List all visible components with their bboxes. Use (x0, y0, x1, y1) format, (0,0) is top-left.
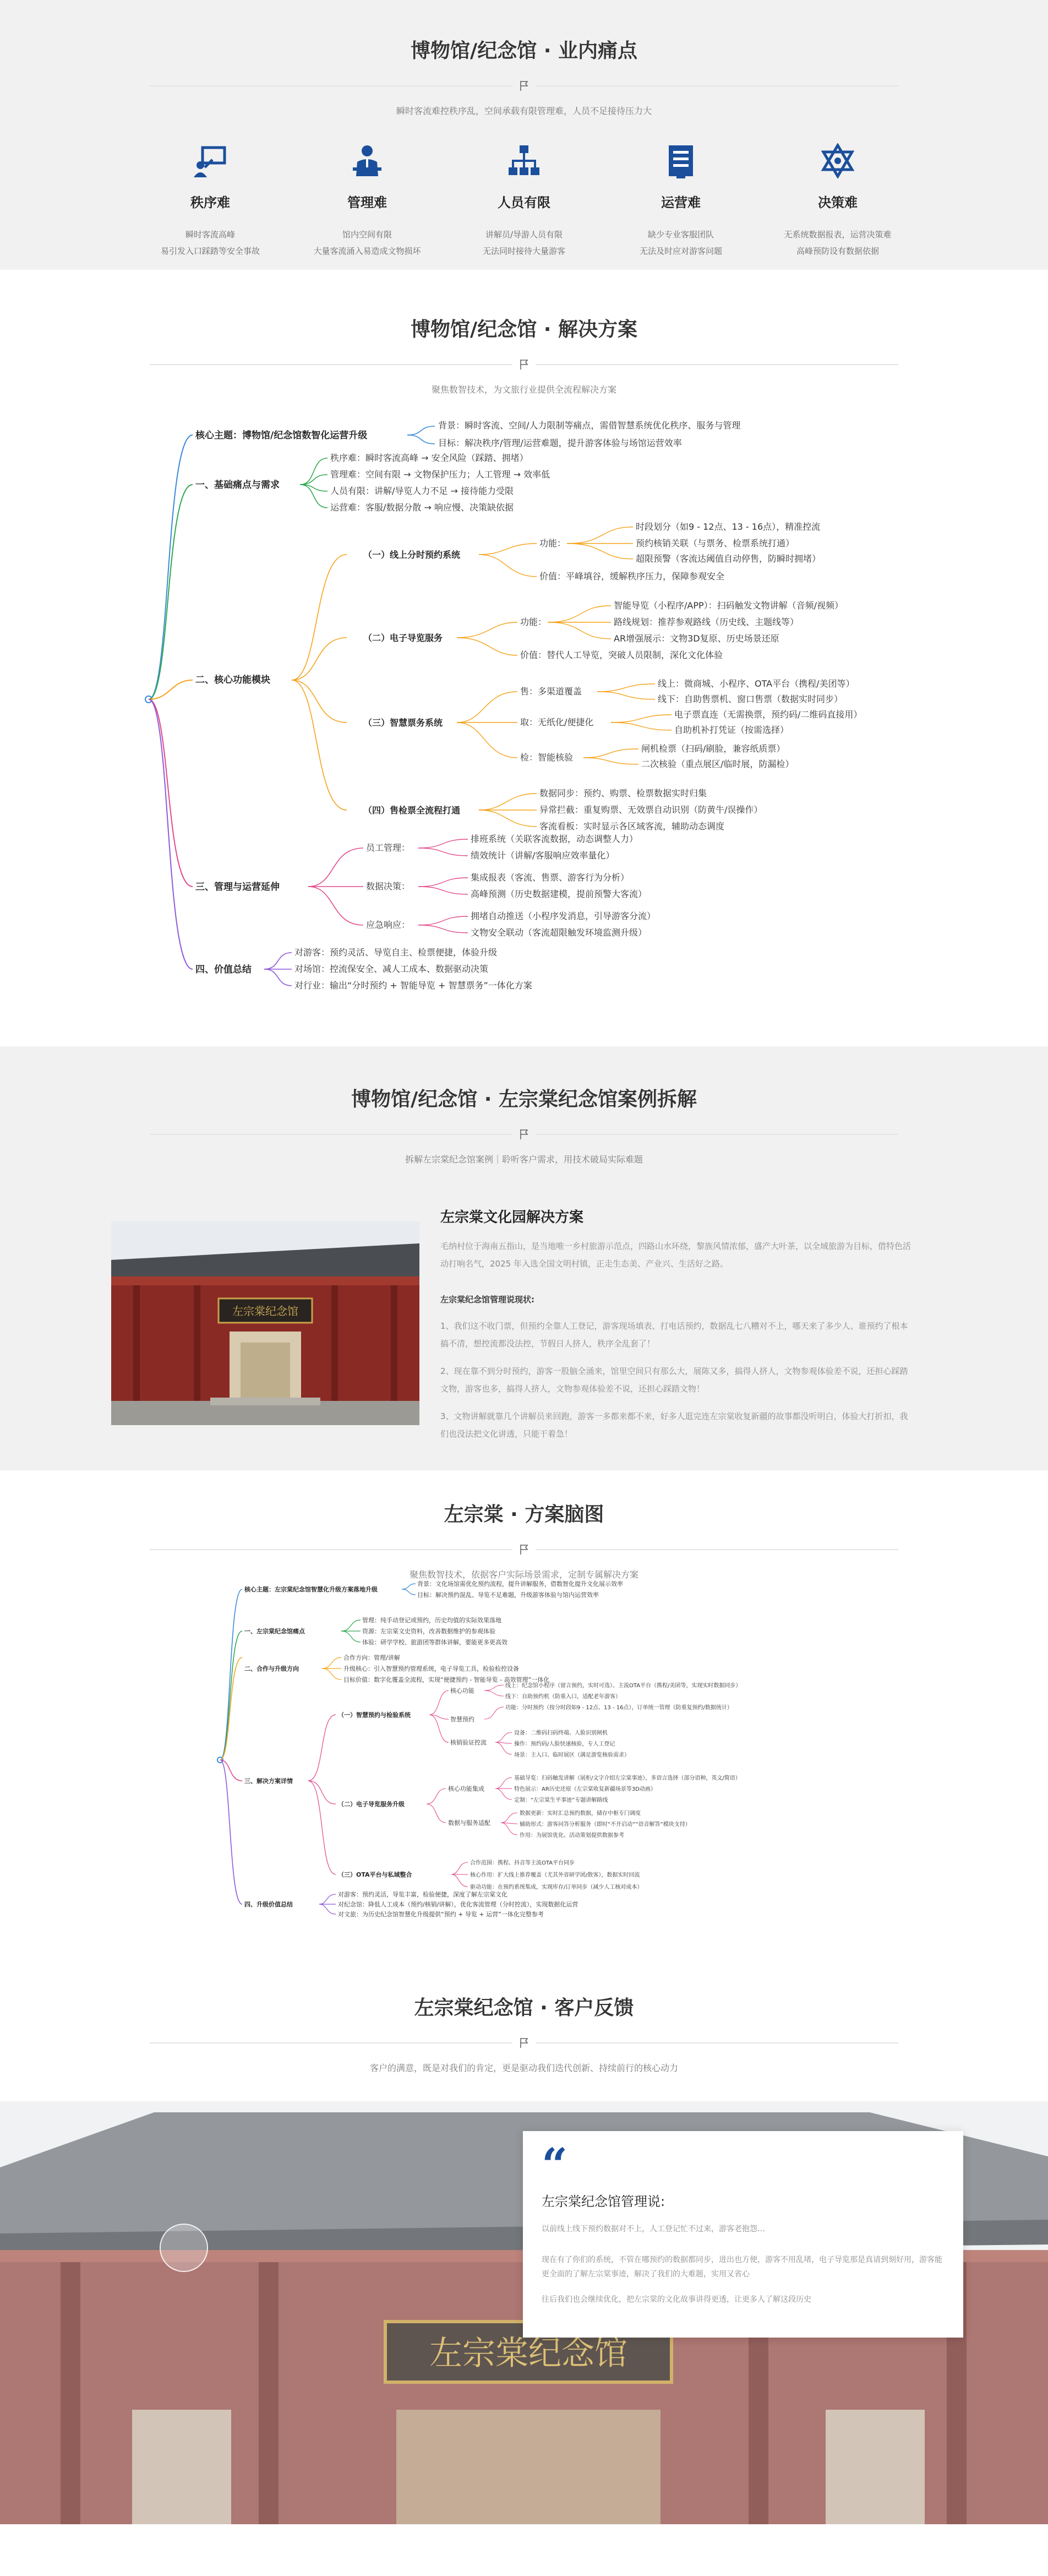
mind-node: 智慧预约 (450, 1716, 474, 1723)
mind-node: 电子票直连（无需换票，预约码/二维码直接用） (674, 709, 863, 720)
mind-node-branch-4: 四、升级价值总结 (244, 1901, 293, 1908)
pain-point-list (139, 141, 909, 259)
mind-node: 预约核销关联（与票务、检票系统打通） (636, 538, 795, 548)
mind-node: 核心功能 (450, 1687, 474, 1694)
mind-node: 核心功能集成 (448, 1785, 484, 1792)
mind-node: 售：多渠道覆盖 (520, 686, 582, 697)
mind-node: 基础导览：扫码触发讲解（展柜/文字介绍左宗棠事迹），多语言选择（部分语种，英文/简语） (514, 1775, 741, 1781)
case-issue-2: 2、现在靠不到分时预约，游客一股脑全涌来，馆里空间只有那么大，展陈又多，搞得人挤人，文物参观体验差不说，还担心踩踏文物，游客也多，搞得人挤人，文物参观体验差不说，还担心踩踏文物！ (440, 1366, 908, 1394)
mind-node: 升级核心：引入智慧预约管理系统，电子导览工具，检验检控设备 (343, 1665, 519, 1672)
case-status-heading: 左宗棠纪念馆管理说现状: (440, 1295, 534, 1305)
mind-node: 排班系统（关联客流数据，动态调整人力） (471, 834, 638, 844)
checklist-icon (661, 141, 701, 181)
flag-icon (512, 2037, 536, 2051)
mind-node: 目标：解决秩序/管理/运营难题，提升游客体验与场馆运营效率 (438, 438, 682, 448)
pain-point-desc: 无系统数据报表，运营决策难 高峰预防设有数据依据 (784, 230, 892, 256)
case-section (0, 1046, 1048, 1470)
section-divider (150, 1128, 898, 1140)
mind-node-branch-4: 四、价值总结 (195, 964, 252, 975)
section-subtitle: 聚焦数智技术，依据客户实际场景需求，定制专属解决方案 (409, 1569, 638, 1580)
solution-mind-map (0, 270, 1048, 1046)
section-title: 博物馆/纪念馆 · 解决方案 (411, 318, 637, 341)
mind-node: 线下：自助售票机、窗口售票（数据实时同步） (658, 694, 843, 704)
mind-node: 检：智能核验 (520, 752, 574, 763)
pain-point-label: 决策难 (818, 195, 858, 210)
mind-node: 作用：为展馆优化、活动策划提供数据参考 (520, 1833, 624, 1839)
mind-node: 人员有限：讲解/导览人力不足 → 接待能力受限 (330, 486, 514, 496)
mind-node: 合作方向：管理/讲解 (343, 1654, 400, 1661)
pain-point-label: 运营难 (661, 195, 701, 210)
case-description (440, 1206, 914, 1443)
crowd-icon (190, 141, 230, 181)
case-issue-1: 1、我们这不收门票，但预约全靠人工登记，游客现场填表、打电话预约，数据乱七八糟对不上，哪天来了多少人、谁预约了根本搞不清，想控流都没法控，节假日人挤人，秩序全乱套了！ (440, 1321, 908, 1349)
mind-node: 对场馆：控流保安全、减人工成本、数据驱动决策 (294, 964, 489, 974)
mind-node: 设备：二维码扫码终端、人脸识别闸机 (514, 1730, 608, 1736)
feedback-paragraph: 现在有了你们的系统，不管在哪预约的数据都同步，进出也方便，游客不用乱堵，电子导览那是真请到刻好用，游客能更全面的了解左宗棠事迹，解决了我们的大难题，实用又省心 (542, 2256, 942, 2279)
mind-node: 取：无纸化/便捷化 (520, 717, 594, 727)
section-title: 博物馆/纪念馆 · 左宗棠纪念馆案例拆解 (351, 1088, 697, 1111)
mind-node: 场景：主入口、临时展区（满足游览核验需求） (514, 1752, 630, 1758)
mind-node: 秩序难：瞬时客流高峰 → 安全风险（踩踏、拥堵） (330, 453, 528, 463)
mind-node-module-4: （四）售检票全流程打通 (363, 805, 461, 816)
section-title: 左宗棠 · 方案脑图 (444, 1503, 604, 1526)
mind-node: 管理：纯手动登记或预约，历史均值的实际效果落地 (362, 1617, 501, 1624)
feedback-paragraph: 往后我们也会继续优化，把左宗棠的文化故事讲得更透，让更多人了解这段历史 (542, 2295, 811, 2304)
pain-point-decision (766, 141, 909, 259)
pain-point-desc: 瞬时客流高峰 易引发入口踩踏等安全事故 (160, 230, 260, 256)
mind-node: 核心作用：扩大线上推荐覆盖（尤其外省研学团/散客），数据实时回流 (470, 1872, 640, 1878)
mind-node: 线下：自助预约机（防重入口，适配老年游客） (505, 1694, 621, 1700)
mind-node: 资源：左宗棠文史资料，改善数据维护的参观体验 (362, 1628, 495, 1635)
pain-point-management (296, 141, 439, 259)
org-chart-icon (504, 141, 544, 181)
solution-section (0, 270, 1048, 1046)
mind-node: 客流看板：实时显示各区域客流，辅助动态调度 (539, 821, 725, 832)
star-of-david-icon (818, 141, 858, 181)
section-subtitle: 拆解左宗棠纪念馆案例｜聆听客户需求，用技术破局实际难题 (405, 1154, 643, 1165)
mind-node: 线上：纪念馆小程序（留言预约，实时可选）、主流OTA平台（携程/美团等，实现实时数据同步） (505, 1683, 741, 1689)
case-intro: 毛纳村位于海南五指山，是当地唯一乡村旅游示范点，四路山水环绕，黎族风情浓郁，盛产大叶茶，以全域旅游为目标，借特色活动打响名气，2025 年入选全国文明村镇，正走生态美、产业兴、生活好之路。 (440, 1241, 911, 1269)
pain-point-desc: 讲解员/导游人员有限 无法同时接待大量游客 (482, 230, 565, 256)
section-title: 博物馆/纪念馆 · 业内痛点 (411, 40, 637, 62)
mind-node-module-1: （一）智慧预约与检验系统 (338, 1711, 411, 1719)
mind-node: 驱动功能：在预约系统集成，实现库存/订单同步（减少人工核对成本） (470, 1884, 643, 1890)
mind-node: 目标：解决预约混乱、导览不足难题，升级游客体验与馆内运营效率 (417, 1591, 599, 1599)
hall-plaque: 左宗棠纪念馆 (232, 1305, 298, 1318)
feedback-paragraph: 以前线上线下预约数据对不上，人工登记忙不过来，游客老抱怨… (542, 2225, 765, 2233)
mind-node-branch-3: 三、解决方案详情 (244, 1778, 293, 1785)
section-subtitle: 瞬时客流难控秩序乱，空间承载有限管理难，人员不足接待压力大 (396, 106, 652, 116)
mind-node-module-1: （一）线上分时预约系统 (363, 550, 461, 560)
mind-node: 线上：微商城、小程序、OTA平台（携程/美团等） (658, 678, 855, 689)
quote-icon: “ (542, 2139, 568, 2192)
mind-node: 价值：替代人工导览，突破人员限制，深化文化体验 (520, 650, 723, 660)
mind-node: 操作：预约码/人脸快速核验，专人工登记 (514, 1741, 615, 1747)
mind-node: 数据同步：预约、购票、检票数据实时归集 (539, 788, 707, 798)
feedback-card (523, 2131, 963, 2338)
manager-icon (347, 141, 387, 181)
mind-node: 对游客：预约灵活，导览丰富，检验便捷，深度了解左宗棠文化 (338, 1891, 507, 1898)
section-subtitle: 客户的满意，既是对我们的肯定，更是驱动我们迭代创新、持续前行的核心动力 (369, 2063, 678, 2073)
mind-node: 自助机补打凭证（按需选择） (674, 725, 789, 735)
flag-icon (512, 1128, 536, 1143)
pain-point-desc: 缺少专业客服团队 无法及时应对游客问题 (639, 230, 722, 256)
mind-node: 背景：瞬时客流、空间/人力限制等痛点，需借智慧系统优化秩序、服务与管理 (438, 420, 741, 431)
feedback-section (0, 1960, 1048, 2524)
mind-node: 对游客：预约灵活、导览自主、检票便捷，体验升级 (294, 947, 498, 958)
mind-node: 绩效统计（讲解/客服响应效率量化） (471, 850, 615, 861)
pain-point-label: 管理难 (347, 195, 387, 210)
mind-node-branch-1: 一、基础痛点与需求 (195, 480, 280, 491)
mind-node-module-2: （二）电子导览服务升级 (338, 1801, 405, 1808)
mind-node: 员工管理： (366, 843, 411, 853)
case-heading: 左宗棠文化园解决方案 (440, 1209, 584, 1226)
section-divider (150, 2037, 898, 2049)
mind-node-module-2: （二）电子导览服务 (363, 633, 443, 643)
section-title: 左宗棠纪念馆 · 客户反馈 (414, 1997, 634, 2019)
mind-node: 闸机检票（扫码/刷脸，兼容纸质票） (641, 743, 785, 754)
section-subtitle: 聚焦数智技术，为文旅行业提供全流程解决方案 (431, 384, 616, 395)
mind-node-branch-2: 二、合作与升级方向 (244, 1665, 299, 1672)
mind-node: 数据与服务适配 (448, 1819, 490, 1827)
mind-node: 功能：分时预约（按分时段如9 - 12点、13 - 16点），订单统一管理（防重复预约/数据统计） (505, 1705, 733, 1711)
mind-node: 合作范围：携程、抖音等主流OTA平台同步 (470, 1860, 575, 1866)
mind-node-core: 核心主题：博物馆/纪念馆数智化运营升级 (195, 430, 368, 441)
mind-node: AR增强展示：文物3D复原、历史场景还原 (614, 633, 779, 644)
brain-mind-map (0, 1470, 1048, 1960)
mind-node: 背景：文化场馆需优化预约流程，提升讲解服务，借数智化提升文化展示效率 (417, 1580, 623, 1588)
mind-node: 辅助形式：游客问答分析服务（即时“不开启动”“语音解答”模块支持） (520, 1822, 691, 1828)
mind-node: 核销验证控流 (450, 1739, 487, 1746)
mind-node: 体验：研学学校、旅游团等群体讲解，要能更多更高效 (362, 1639, 507, 1646)
mind-node: 功能： (539, 538, 566, 548)
mind-node: 功能： (520, 617, 547, 627)
case-issue-3: 3、文物讲解就靠几个讲解员来回跑，游客一多都来都不来，好多人逛完连左宗棠收复新疆的故事都没听明白，体验大打折扣，我们也没法把文化讲透，只能干着急！ (440, 1411, 908, 1439)
mind-node-module-3: （三）OTA平台与私域整合 (338, 1871, 412, 1878)
mind-node: 拥堵自动推送（小程序发消息，引导游客分流） (471, 911, 656, 921)
mind-node: 管理难：空间有限 → 文物保护压力；人工管理 → 效率低 (330, 469, 550, 480)
mind-node: 文物安全联动（客流超限触发环境监测升级） (471, 927, 647, 938)
mind-node: 应急响应： (366, 920, 411, 930)
memorial-hall-photo (111, 1221, 419, 1425)
pain-point-staffing (452, 141, 596, 259)
mind-node-module-3: （三）智慧票务系统 (363, 718, 443, 728)
pain-point-label: 秩序难 (190, 195, 230, 210)
mind-node: 对纪念馆：降低人工成本（预约/核销/讲解），优化客流管理（分时控流），实现数据化运营 (338, 1901, 578, 1908)
mind-node: 超限预警（客流达阈值自动停售，防瞬时拥堵） (636, 553, 821, 564)
mind-node: 对行业：输出“分时预约 + 智能导览 + 智慧票务”一体化方案 (294, 980, 532, 991)
mind-node: 数据决策： (366, 881, 411, 892)
mind-node: 异常拦截：重复购票、无效票自动识别（防黄牛/误操作） (539, 805, 763, 815)
mind-node: 二次核验（重点展区/临时展，防漏检） (641, 759, 794, 769)
mind-node: 智能导览（小程序/APP）：扫码触发文物讲解（音频/视频） (614, 600, 844, 611)
mind-node: 对文旅：为历史纪念馆智慧化升级提供“预约 + 导览 + 运营”一体化完整参考 (338, 1911, 544, 1918)
mind-node: 集成报表（客流、售票、游客行为分析） (471, 872, 630, 883)
pain-point-order (139, 141, 282, 259)
mind-node: 价值：平峰填谷，缓解秩序压力，保障参观安全 (539, 571, 725, 581)
flag-icon (512, 80, 536, 94)
mind-node-branch-2: 二、核心功能模块 (195, 675, 270, 686)
mind-node: 目标价值：数字化覆盖全流程，实现“便捷预约 - 智能导览 - 高效管理”一体化 (343, 1676, 550, 1683)
mind-node-branch-1: 一、左宗棠纪念馆痛点 (244, 1628, 305, 1635)
mind-node-core: 核心主题：左宗棠纪念馆智慧化升级方案落地升级 (244, 1586, 378, 1593)
mind-node: 特色展示：AR历史还原（左宗棠收复新疆场景等3D动画） (514, 1786, 656, 1792)
brain-map-section (0, 1470, 1048, 1960)
pain-point-operation (609, 141, 752, 259)
pain-point-label: 人员有限 (498, 195, 550, 210)
carousel-indicator[interactable] (160, 2224, 208, 2272)
feedback-title: 左宗棠纪念馆管理说: (542, 2194, 665, 2209)
mind-node: 路线规划：推荐参观路线（历史线、主题线等） (614, 617, 799, 627)
section-divider (150, 80, 898, 92)
mind-node-branch-3: 三、管理与运营延伸 (195, 882, 280, 893)
mind-node: 运营难：客服/数据分散 → 响应慢、决策缺依据 (330, 502, 514, 513)
mind-node: 定制：“左宗棠生平事迹”专题讲解路线 (514, 1797, 608, 1803)
pain-point-desc: 馆内空间有限 大量客流涌入易造成文物损坏 (313, 230, 421, 256)
mind-node: 时段划分（如9 - 12点、13 - 16点），精准控流 (636, 521, 821, 532)
mind-node: 数据更新：实时汇总预约数据，储存中枢专门调度 (520, 1811, 641, 1817)
pain-points-section (0, 0, 1048, 270)
mind-node: 高峰预测（历史数据建模，提前预警大客流） (471, 889, 647, 899)
